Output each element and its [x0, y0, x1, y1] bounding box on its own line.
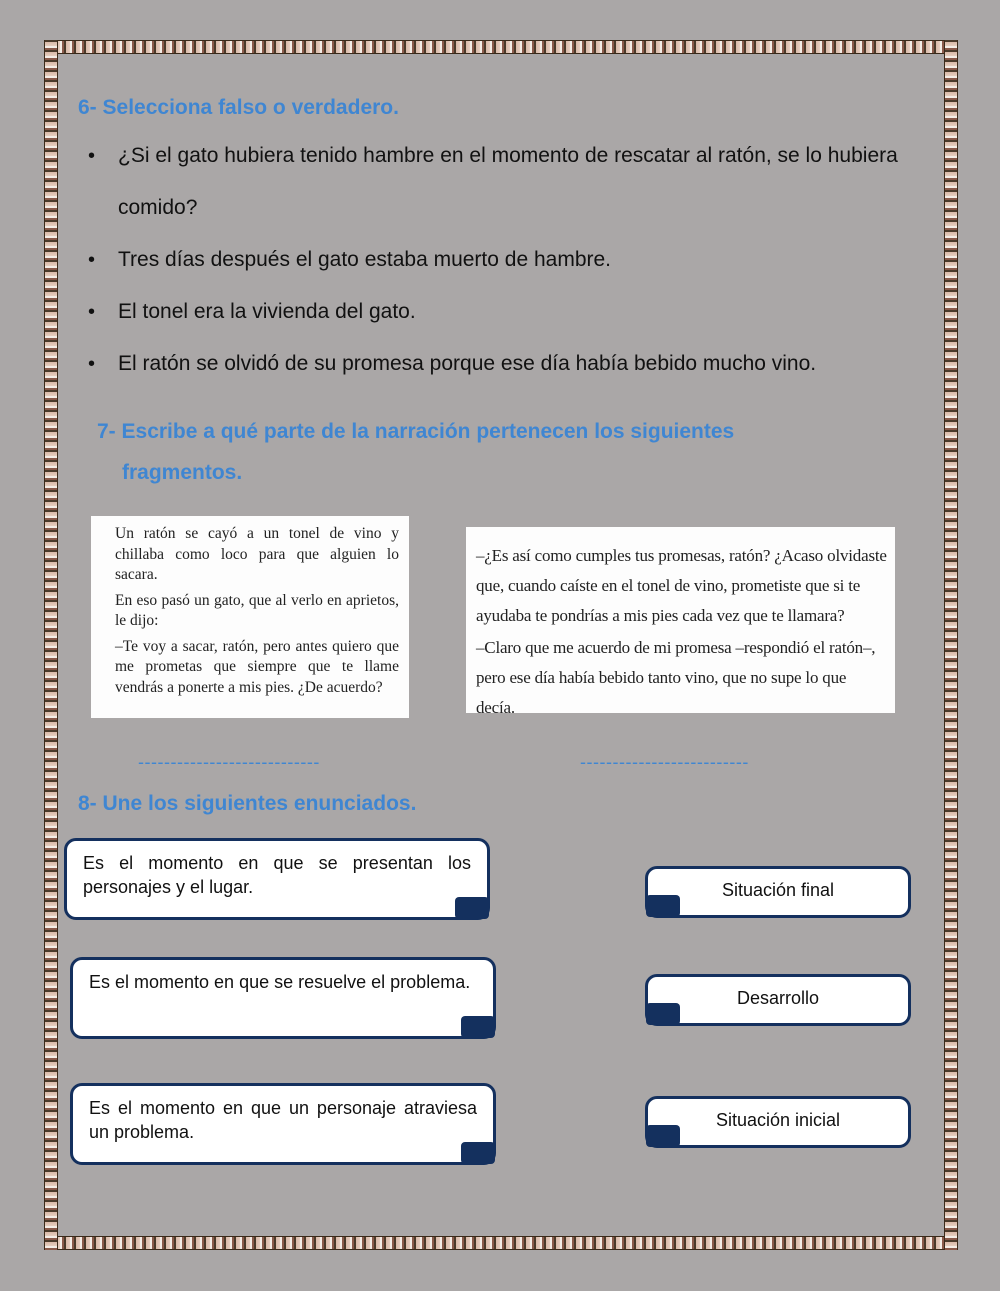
connector-handle[interactable] [461, 1016, 495, 1038]
answer-field-1[interactable]: ---------------------------- [138, 752, 320, 772]
connector-handle[interactable] [455, 897, 489, 919]
match-statement-box[interactable] [64, 838, 490, 920]
decorative-border-left [44, 40, 58, 1250]
true-false-list [88, 130, 908, 390]
decorative-border-right [944, 40, 958, 1250]
true-false-item[interactable]: • El ratón se olvidó de su promesa porque ese día había bebido mucho vino. [88, 338, 908, 390]
story-fragment-1 [91, 516, 409, 718]
section7-heading-line2: fragmentos. [122, 461, 243, 484]
story-fragment-2 [466, 527, 895, 717]
connector-handle[interactable] [461, 1142, 495, 1164]
fragment-paragraph: –Claro que me acuerdo de mi promesa –respondió el ratón–, pero ese día había bebido tanto vino, que no supe lo que decía. [476, 638, 876, 717]
connector-handle[interactable] [646, 1125, 680, 1147]
section8-heading: 8- Une los siguientes enunciados. [78, 792, 417, 815]
fragment-paragraph: –¿Es así como cumples tus promesas, ratón? ¿Acaso olvidaste que, cuando caíste en el tonel de vino, prometiste que si te ayudaba te pondrías a mis pies cada vez que te llamara? [476, 546, 887, 625]
match-statement-text: Es el momento en que un personaje atraviesa un problema. [89, 1098, 477, 1142]
connector-handle[interactable] [646, 1003, 680, 1025]
match-statement-box[interactable] [70, 1083, 496, 1165]
match-option-box[interactable] [645, 974, 911, 1026]
fragment-paragraph: En eso pasó un gato, que al verlo en aprietos, le dijo: [115, 591, 399, 629]
connector-handle[interactable] [646, 895, 680, 917]
match-option-label: Desarrollo [736, 988, 820, 1008]
fragment-paragraph: –Te voy a sacar, ratón, pero antes quiero que me prometas que siempre que te llame vendrás a ponerte a mis pies. ¿De acuerdo? [115, 637, 399, 696]
match-statement-text: Es el momento en que se resuelve el problema. [89, 972, 471, 992]
fragment-paragraph: Un ratón se cayó a un tonel de vino y chillaba como loco para que alguien lo sacara. [115, 525, 399, 583]
match-option-label: Situación inicial [715, 1110, 841, 1130]
match-option-label: Situación final [721, 880, 835, 900]
answer-field-2[interactable]: -------------------------- [580, 752, 749, 772]
section6-heading: 6- Selecciona falso o verdadero. [78, 96, 399, 119]
true-false-item[interactable]: • ¿Si el gato hubiera tenido hambre en el momento de rescatar al ratón, se lo hubiera comido? [88, 130, 908, 234]
match-statement-text: Es el momento en que se presentan los personajes y el lugar. [83, 853, 471, 897]
true-false-item[interactable]: • Tres días después el gato estaba muerto de hambre. [88, 234, 908, 286]
decorative-border-top [44, 40, 958, 54]
decorative-border-bottom [44, 1236, 958, 1250]
section7-heading-line1: 7- Escribe a qué parte de la narración pertenecen los siguientes [97, 420, 735, 443]
match-option-box[interactable] [645, 866, 911, 918]
match-statement-box[interactable] [70, 957, 496, 1039]
true-false-item[interactable]: • El tonel era la vivienda del gato. [88, 286, 908, 338]
match-option-box[interactable] [645, 1096, 911, 1148]
